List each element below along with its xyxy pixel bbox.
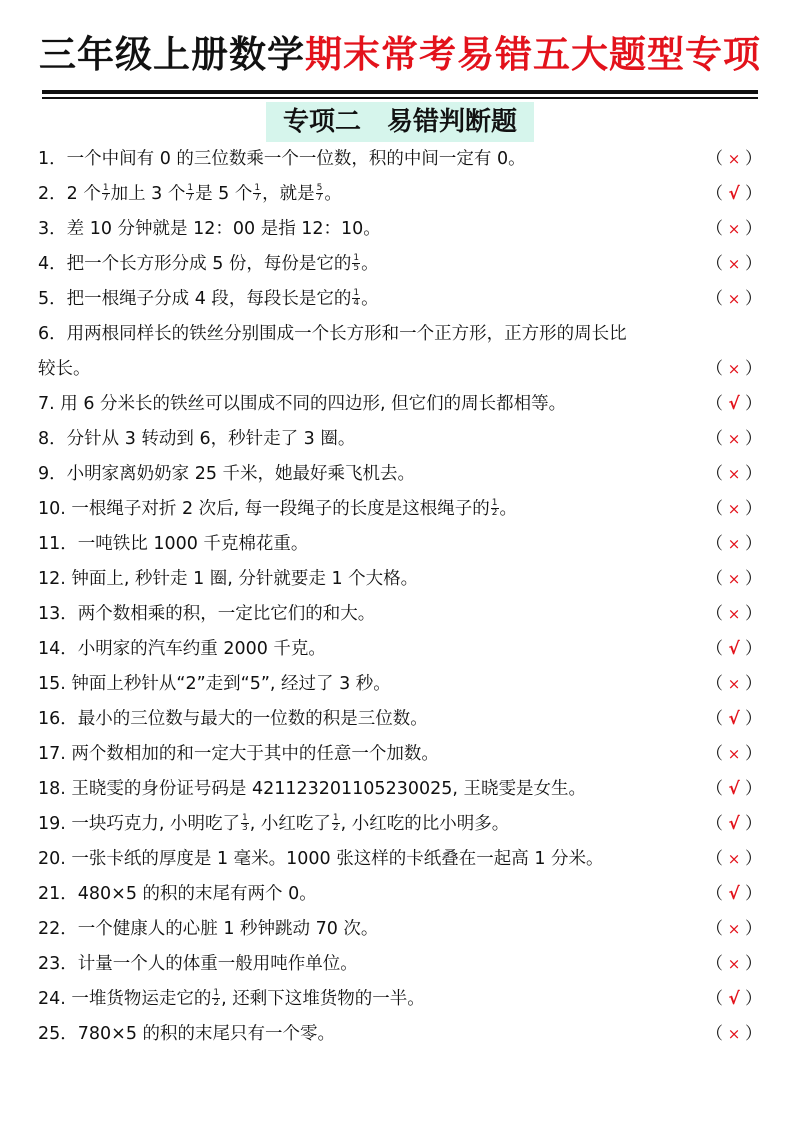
cross-mark-icon: ×: [727, 535, 741, 553]
question-text-segment: 10. 一根绳子对折 2 次后, 每一段绳子的长度是这根绳子的: [38, 499, 490, 519]
answer-box: [706, 286, 762, 312]
paren-close: ）: [745, 744, 762, 764]
paren-open: （: [706, 499, 723, 519]
question-text-segment: , 还剩下这堆货物的一半。: [221, 989, 425, 1009]
title-part-red: 期末常考易错五大题型专项: [305, 33, 761, 76]
paren-open: （: [706, 359, 723, 379]
paren-open: （: [706, 394, 723, 414]
answer-box: [706, 426, 762, 452]
paren-open: （: [706, 849, 723, 869]
cross-mark-icon: ×: [727, 290, 741, 308]
paren-close: ）: [745, 534, 762, 554]
question-text: [38, 776, 586, 802]
paren-close: ）: [745, 394, 762, 414]
question-text: [38, 356, 91, 382]
paren-open: （: [706, 1024, 723, 1044]
question-text-segment: , 小红吃了: [249, 814, 331, 834]
fraction-numerator: 1: [332, 812, 339, 823]
question-text-segment: 11．一吨铁比 1000 千克棉花重。: [38, 534, 309, 554]
question-text: [38, 426, 355, 452]
question-text: [38, 601, 375, 627]
answer-box: [706, 461, 762, 487]
answer-box: [706, 146, 762, 172]
paren-open: （: [706, 779, 723, 799]
fraction-numerator: 1: [254, 182, 261, 193]
paren-close: ）: [745, 359, 762, 379]
answer-box: [706, 776, 762, 802]
fraction: [102, 184, 110, 203]
question-text-segment: 是 5 个: [195, 184, 253, 204]
question-text-segment: 2．2 个: [38, 184, 101, 204]
fraction: [253, 184, 261, 203]
paren-close: ）: [745, 674, 762, 694]
paren-open: （: [706, 674, 723, 694]
paren-open: （: [706, 184, 723, 204]
question-text: [38, 496, 517, 522]
question-text: [38, 566, 418, 592]
question-text-segment: 。: [499, 499, 518, 519]
paren-close: ）: [745, 289, 762, 309]
paren-close: ）: [745, 884, 762, 904]
paren-open: （: [706, 569, 723, 589]
cross-mark-icon: ×: [727, 955, 741, 973]
question-text-segment: 12. 钟面上, 秒针走 1 圈, 分针就要走 1 个大格。: [38, 569, 419, 589]
paren-open: （: [706, 254, 723, 274]
fraction-numerator: 1: [213, 987, 220, 998]
question-text: [38, 1021, 335, 1047]
answer-box: [706, 216, 762, 242]
cross-mark-icon: ×: [727, 465, 741, 483]
paren-open: （: [706, 219, 723, 239]
cross-mark-icon: ×: [727, 920, 741, 938]
answer-box: [706, 741, 762, 767]
paren-open: （: [706, 149, 723, 169]
question-text: [38, 846, 604, 872]
question-text-segment: 1．一个中间有 0 的三位数乘一个一位数，积的中间一定有 0。: [38, 149, 526, 169]
fraction-numerator: 1: [353, 252, 360, 263]
question-text-segment: 。: [324, 184, 342, 204]
question-text-segment: 加上 3 个: [110, 184, 186, 204]
fraction-denominator: 2: [213, 997, 220, 1008]
question-text-segment: 6．用两根同样长的铁丝分别围成一个长方形和一个正方形，正方形的周长比: [38, 324, 627, 344]
question-text: [38, 636, 326, 662]
paren-open: （: [706, 919, 723, 939]
paren-close: ）: [745, 149, 762, 169]
answer-box: [706, 706, 762, 732]
paren-open: （: [706, 744, 723, 764]
paren-open: （: [706, 429, 723, 449]
paren-close: ）: [745, 184, 762, 204]
check-mark-icon: √: [728, 989, 740, 1009]
question-text-segment: 25．780×5 的积的末尾只有一个零。: [38, 1024, 336, 1044]
cross-mark-icon: ×: [727, 605, 741, 623]
fraction-numerator: 1: [102, 182, 109, 193]
paren-open: （: [706, 989, 723, 1009]
fraction: [352, 254, 360, 273]
fraction-numerator: 1: [187, 182, 194, 193]
question-text-segment: 较长。: [38, 359, 91, 379]
question-text-segment: 22．一个健康人的心脏 1 秒钟跳动 70 次。: [38, 919, 379, 939]
answer-box: [706, 951, 762, 977]
fraction-numerator: 5: [316, 182, 323, 193]
question-text-segment: 16．最小的三位数与最大的一位数的积是三位数。: [38, 709, 428, 729]
fraction-denominator: 7: [254, 192, 261, 203]
paren-open: （: [706, 534, 723, 554]
fraction: [316, 184, 324, 203]
answer-box: [706, 601, 762, 627]
question-text: [38, 216, 381, 242]
question-text: [38, 986, 425, 1012]
question-text: [38, 741, 439, 767]
fraction: [491, 499, 499, 518]
answer-box: [706, 846, 762, 872]
fraction-denominator: 2: [491, 507, 498, 518]
question-text-segment: 19. 一块巧克力, 小明吃了: [38, 814, 241, 834]
question-text-segment: 9．小明家离奶奶家 25 千米，她最好乘飞机去。: [38, 464, 416, 484]
answer-box: [706, 251, 762, 277]
paren-close: ）: [745, 499, 762, 519]
paren-close: ）: [745, 1024, 762, 1044]
question-text-segment: 7. 用 6 分米长的铁丝可以围成不同的四边形, 但它们的周长都相等。: [38, 394, 567, 414]
question-text-segment: 。: [361, 254, 379, 274]
cross-mark-icon: ×: [727, 360, 741, 378]
paren-open: （: [706, 604, 723, 624]
fraction-numerator: 1: [242, 812, 248, 823]
paren-open: （: [706, 709, 723, 729]
question-text: [38, 671, 391, 697]
question-text-segment: 20. 一张卡纸的厚度是 1 毫米。1000 张这样的卡纸叠在一起高 1 分米。: [38, 849, 604, 869]
answer-box: [706, 181, 762, 207]
cross-mark-icon: ×: [727, 1025, 741, 1043]
question-text-segment: 24. 一堆货物运走它的: [38, 989, 212, 1009]
cross-mark-icon: ×: [727, 430, 741, 448]
check-mark-icon: √: [728, 639, 740, 659]
fraction-denominator: 7: [187, 192, 194, 203]
answer-box: [706, 916, 762, 942]
paren-close: ）: [745, 254, 762, 274]
fraction: [352, 289, 360, 308]
fraction-denominator: 4: [353, 297, 360, 308]
fraction: [186, 184, 194, 203]
question-text-segment: 13．两个数相乘的积，一定比它们的和大。: [38, 604, 376, 624]
paren-close: ）: [745, 604, 762, 624]
cross-mark-icon: ×: [727, 850, 741, 868]
paren-close: ）: [745, 429, 762, 449]
question-text-segment: 8．分针从 3 转动到 6，秒针走了 3 圈。: [38, 429, 356, 449]
question-text: [38, 251, 379, 277]
paren-open: （: [706, 639, 723, 659]
question-text-segment: ，就是: [262, 184, 315, 204]
cross-mark-icon: ×: [727, 570, 741, 588]
answer-box: [706, 496, 762, 522]
answer-box: [706, 531, 762, 557]
paren-close: ）: [745, 639, 762, 659]
question-text-segment: 。: [361, 289, 379, 309]
answer-box: [706, 636, 762, 662]
question-text-segment: 14．小明家的汽车约重 2000 千克。: [38, 639, 326, 659]
paren-close: ）: [745, 779, 762, 799]
paren-close: ）: [745, 849, 762, 869]
paren-close: ）: [745, 464, 762, 484]
question-text: [38, 286, 379, 312]
question-text: [38, 706, 428, 732]
paren-close: ）: [745, 709, 762, 729]
question-text: [38, 181, 342, 207]
question-text-segment: 18. 王晓雯的身份证号码是 421123201105230025, 王晓雯是女生。: [38, 779, 586, 799]
paren-open: （: [706, 464, 723, 484]
question-text: [38, 916, 378, 942]
paren-close: ）: [745, 219, 762, 239]
cross-mark-icon: ×: [727, 255, 741, 273]
section-subtitle: 专项二 易错判断题: [266, 102, 534, 142]
fraction-denominator: 5: [353, 262, 360, 273]
question-text: [38, 391, 566, 417]
question-text: [38, 321, 627, 347]
question-text: [38, 811, 509, 837]
question-text-segment: 23．计量一个人的体重一般用吨作单位。: [38, 954, 358, 974]
answer-box: [706, 391, 762, 417]
fraction: [332, 814, 340, 833]
paren-open: （: [706, 814, 723, 834]
question-text-segment: 4．把一个长方形分成 5 份，每份是它的: [38, 254, 352, 274]
question-text: [38, 881, 317, 907]
paren-close: ）: [745, 989, 762, 1009]
answer-box: [706, 811, 762, 837]
fraction-denominator: 3: [242, 822, 248, 833]
fraction-denominator: 7: [102, 192, 109, 203]
check-mark-icon: √: [728, 184, 740, 204]
answer-box: [706, 356, 762, 382]
check-mark-icon: √: [728, 814, 740, 834]
fraction: [212, 989, 220, 1008]
question-text: [38, 461, 415, 487]
paren-close: ）: [745, 814, 762, 834]
cross-mark-icon: ×: [727, 675, 741, 693]
fraction-denominator: 2: [332, 822, 339, 833]
question-text-segment: 21．480×5 的积的末尾有两个 0。: [38, 884, 317, 904]
question-text: [38, 146, 526, 172]
fraction: [241, 814, 249, 833]
question-text-segment: , 小红吃的比小明多。: [340, 814, 510, 834]
answer-box: [706, 986, 762, 1012]
answer-box: [706, 671, 762, 697]
cross-mark-icon: ×: [727, 220, 741, 238]
question-text: [38, 951, 358, 977]
answer-box: [706, 1021, 762, 1047]
check-mark-icon: √: [728, 779, 740, 799]
paren-open: （: [706, 884, 723, 904]
check-mark-icon: √: [728, 709, 740, 729]
fraction-numerator: 1: [491, 497, 498, 508]
question-text-segment: 5．把一根绳子分成 4 段，每段长是它的: [38, 289, 352, 309]
check-mark-icon: √: [728, 884, 740, 904]
paren-open: （: [706, 954, 723, 974]
cross-mark-icon: ×: [727, 150, 741, 168]
paren-close: ）: [745, 569, 762, 589]
question-text-segment: 15. 钟面上秒针从“2”走到“5”, 经过了 3 秒。: [38, 674, 391, 694]
title-part-black: 三年级上册数学: [39, 33, 305, 76]
question-text: [38, 531, 308, 557]
paren-close: ）: [745, 954, 762, 974]
answer-box: [706, 881, 762, 907]
paren-open: （: [706, 289, 723, 309]
cross-mark-icon: ×: [727, 500, 741, 518]
cross-mark-icon: ×: [727, 745, 741, 763]
answer-box: [706, 566, 762, 592]
paren-close: ）: [745, 919, 762, 939]
question-text-segment: 17. 两个数相加的和一定大于其中的任意一个加数。: [38, 744, 439, 764]
check-mark-icon: √: [728, 394, 740, 414]
fraction-denominator: 7: [316, 192, 323, 203]
fraction-numerator: 1: [353, 287, 360, 298]
question-text-segment: 3．差 10 分钟就是 12：00 是指 12：10。: [38, 219, 381, 239]
